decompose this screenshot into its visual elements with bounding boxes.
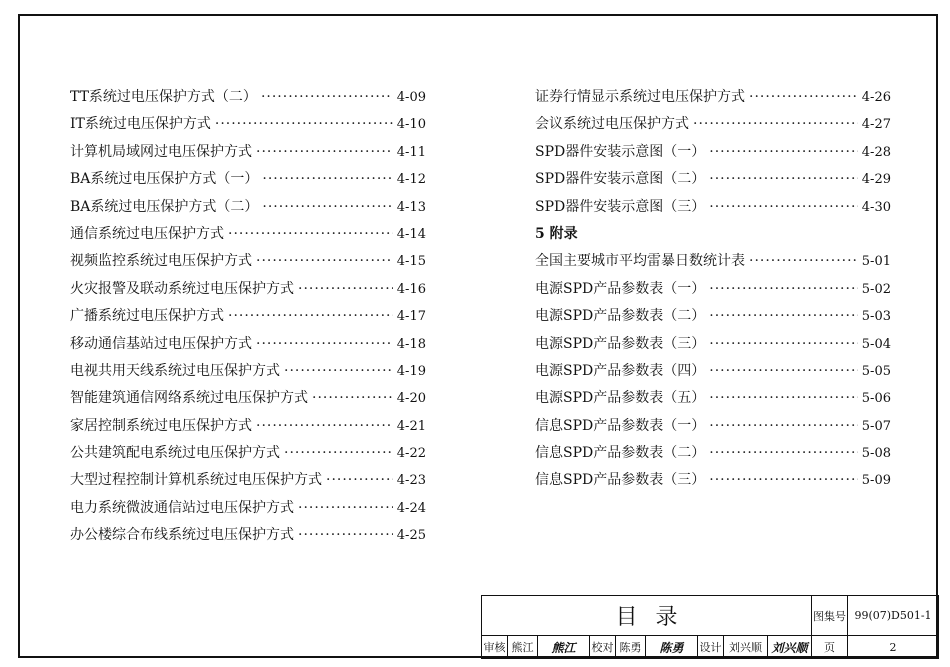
toc-entry-page: 4-29 — [861, 172, 891, 188]
toc-entry — [70, 442, 426, 469]
toc-entry — [535, 442, 891, 469]
toc-entry — [70, 196, 426, 223]
leader-dots — [298, 527, 393, 543]
toc-entry-page: 4-12 — [396, 172, 426, 188]
toc-entry-title: 电源SPD产品参数表（五） — [535, 390, 706, 407]
toc-entry-page: 4-09 — [396, 90, 426, 105]
reviewer-name: 熊江 — [508, 636, 538, 659]
toc-entry — [70, 278, 426, 305]
toc-entry-title: 信息SPD产品参数表（三） — [535, 472, 706, 489]
leader-dots — [749, 89, 858, 105]
toc-entry — [535, 360, 891, 387]
toc-entry-title: TT系统过电压保护方式（二） — [70, 89, 257, 105]
toc-entry-page: 5-04 — [861, 336, 891, 352]
toc-entry — [70, 387, 426, 414]
leader-dots — [312, 390, 393, 406]
toc-entry-title: 计算机局域网过电压保护方式 — [70, 143, 252, 160]
toc-entry-page: 5-07 — [861, 418, 891, 434]
toc-entry-title: 电视共用天线系统过电压保护方式 — [70, 362, 280, 379]
toc-entry-title: 通信系统过电压保护方式 — [70, 225, 224, 242]
leader-dots — [709, 390, 858, 406]
review-label: 审核 — [482, 636, 508, 659]
toc-entry-page: 4-10 — [396, 117, 426, 133]
leader-dots — [298, 281, 393, 297]
toc-entry-page: 4-15 — [396, 254, 426, 270]
toc-entry-page: 4-17 — [396, 309, 426, 325]
toc-entry — [70, 333, 426, 360]
toc-entry — [70, 497, 426, 524]
toc-entry — [70, 469, 426, 496]
toc-entry-page: 4-24 — [396, 500, 426, 516]
leader-dots — [326, 472, 393, 488]
page-number: 2 — [848, 636, 939, 659]
toc-entry — [535, 168, 891, 195]
title-block-title: 目录 — [482, 596, 812, 636]
toc-entry — [70, 168, 426, 195]
toc-entry — [535, 113, 891, 140]
designer-name: 刘兴顺 — [724, 636, 768, 659]
leader-dots — [284, 445, 393, 461]
toc-entry — [70, 250, 426, 277]
toc-right-column — [535, 86, 891, 497]
reviewer-signature: 熊江 — [538, 636, 590, 659]
toc-entry-title: 大型过程控制计算机系统过电压保护方式 — [70, 472, 322, 489]
toc-entry-page: 5-01 — [861, 254, 891, 270]
atlas-number: 99(07)D501-1 — [848, 596, 939, 636]
toc-entry-title: 家居控制系统过电压保护方式 — [70, 417, 252, 434]
toc-entry-title: 电源SPD产品参数表（一） — [535, 280, 706, 297]
toc-entry-title: 全国主要城市平均雷暴日数统计表 — [535, 253, 745, 270]
toc-entry-page: 4-28 — [861, 144, 891, 160]
leader-dots — [709, 281, 858, 297]
toc-entry-title: 智能建筑通信网络系统过电压保护方式 — [70, 390, 308, 407]
leader-dots — [709, 363, 858, 379]
toc-entry — [535, 387, 891, 414]
toc-entry-page: 4-27 — [861, 117, 891, 133]
leader-dots — [262, 199, 392, 215]
toc-entry — [70, 141, 426, 168]
toc-entry-page: 4-19 — [396, 363, 426, 379]
toc-entry-title: 火灾报警及联动系统过电压保护方式 — [70, 280, 294, 297]
toc-entry-title: 电源SPD产品参数表（三） — [535, 335, 706, 352]
leader-dots — [228, 308, 393, 324]
toc-entry-title: 会议系统过电压保护方式 — [535, 116, 689, 133]
toc-entry — [535, 278, 891, 305]
leader-dots — [215, 116, 393, 132]
leader-dots — [298, 500, 393, 516]
toc-entry-title: 移动通信基站过电压保护方式 — [70, 335, 252, 352]
toc-entry-title: SPD器件安装示意图（三） — [535, 198, 706, 215]
toc-entry-page: 4-30 — [861, 199, 891, 215]
leader-dots — [256, 144, 393, 160]
atlas-number-label: 图集号 — [812, 596, 848, 636]
check-label: 校对 — [590, 636, 616, 659]
toc-entry-page: 4-11 — [396, 144, 426, 160]
toc-entry-page: 5-02 — [861, 281, 891, 297]
leader-dots — [709, 472, 858, 488]
leader-dots — [256, 418, 393, 434]
toc-entry-page: 5-08 — [861, 446, 891, 462]
toc-entry — [535, 196, 891, 223]
toc-entry — [535, 469, 891, 496]
toc-entry-title: 信息SPD产品参数表（二） — [535, 445, 706, 462]
toc-entry-title: 电力系统微波通信站过电压保护方式 — [70, 499, 294, 516]
checker-signature: 陈勇 — [646, 636, 698, 659]
toc-entry-title: SPD器件安装示意图（一） — [535, 143, 706, 160]
toc-entry — [535, 415, 891, 442]
checker-name: 陈勇 — [616, 636, 646, 659]
toc-entry-title: IT系统过电压保护方式 — [70, 116, 211, 133]
toc-entry-title: 电源SPD产品参数表（二） — [535, 308, 706, 325]
title-block — [481, 595, 939, 659]
leader-dots — [693, 116, 858, 132]
designer-signature: 刘兴顺 — [768, 636, 812, 659]
design-label: 设计 — [698, 636, 724, 659]
toc-entry-title: 办公楼综合布线系统过电压保护方式 — [70, 527, 294, 544]
leader-dots — [709, 171, 858, 187]
toc-left-column — [70, 86, 426, 552]
toc-entry — [70, 305, 426, 332]
toc-entry — [70, 415, 426, 442]
toc-entry-title: 信息SPD产品参数表（一） — [535, 417, 706, 434]
toc-entry-title: 视频监控系统过电压保护方式 — [70, 253, 252, 270]
toc-entry-page: 4-16 — [396, 281, 426, 297]
toc-entry-title: 电源SPD产品参数表（四） — [535, 362, 706, 379]
toc-entry — [535, 305, 891, 332]
toc-entry-page: 4-18 — [396, 336, 426, 352]
toc-entry-page: 4-22 — [396, 446, 426, 462]
toc-entry-page: 4-21 — [396, 418, 426, 434]
toc-entry — [70, 113, 426, 140]
leader-dots — [256, 336, 393, 352]
toc-entry — [535, 250, 891, 277]
toc-entry-title: 广播系统过电压保护方式 — [70, 308, 224, 325]
toc-entry-title: SPD器件安装示意图（二） — [535, 171, 706, 188]
toc-entry — [70, 524, 426, 551]
toc-entry-page: 4-25 — [396, 528, 426, 544]
toc-entry-title: 公共建筑配电系统过电压保护方式 — [70, 445, 280, 462]
toc-entry-page: 5-05 — [861, 363, 891, 379]
leader-dots — [709, 445, 858, 461]
leader-dots — [228, 226, 393, 242]
toc-entry — [70, 360, 426, 387]
toc-entry — [535, 333, 891, 360]
leader-dots — [709, 418, 858, 434]
toc-entry-title: BA系统过电压保护方式（一） — [70, 171, 259, 188]
toc-entry-page: 4-26 — [861, 90, 891, 105]
toc-entry — [535, 141, 891, 168]
toc-entry-title: 证券行情显示系统过电压保护方式 — [535, 89, 745, 105]
toc-entry-page: 4-13 — [396, 199, 426, 215]
toc-entry-page: 4-23 — [396, 473, 426, 489]
toc-entry-page: 5-03 — [861, 309, 891, 325]
page-label: 页 — [812, 636, 848, 659]
leader-dots — [262, 171, 392, 187]
toc-entry-title: BA系统过电压保护方式（二） — [70, 198, 259, 215]
leader-dots — [709, 199, 858, 215]
toc-entry-page: 5-06 — [861, 391, 891, 407]
section-heading-appendix: 5 附录 — [535, 225, 578, 242]
leader-dots — [709, 144, 858, 160]
leader-dots — [709, 308, 858, 324]
toc-entry — [70, 86, 426, 113]
leader-dots — [256, 253, 393, 269]
toc-entry — [535, 86, 891, 113]
leader-dots — [749, 253, 858, 269]
toc-entry — [70, 223, 426, 250]
toc-entry-page: 4-14 — [396, 226, 426, 242]
toc-entry-page: 4-20 — [396, 391, 426, 407]
leader-dots — [261, 89, 393, 105]
leader-dots — [284, 363, 393, 379]
leader-dots — [709, 336, 858, 352]
toc-entry-page: 5-09 — [861, 473, 891, 489]
